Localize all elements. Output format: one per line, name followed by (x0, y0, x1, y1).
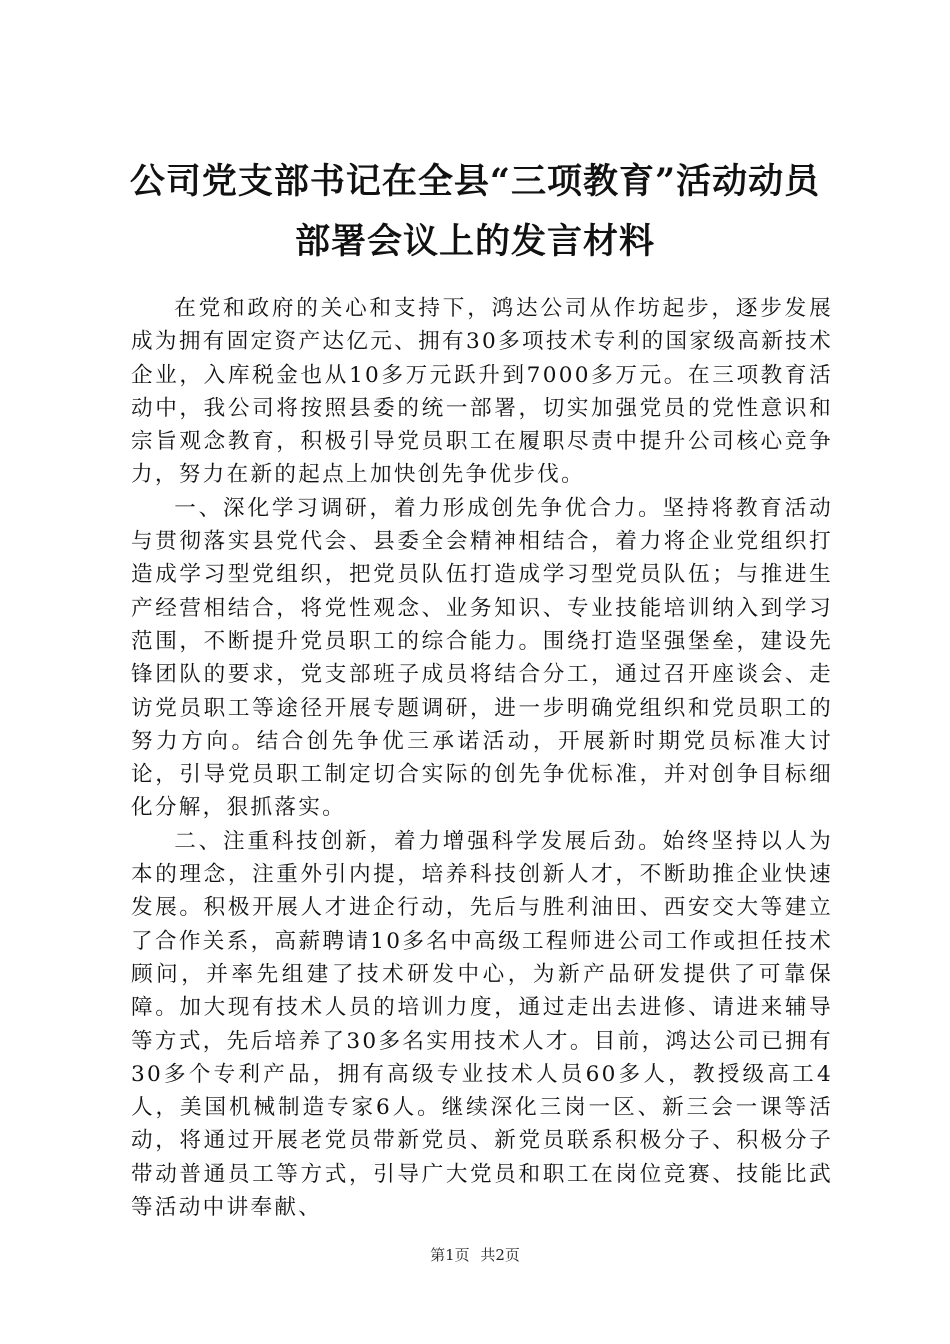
document-title-line-2: 部署会议上的发言材料 (294, 221, 655, 262)
page-number: 第1页 (430, 1246, 470, 1264)
page-footer (0, 1245, 950, 1265)
paragraph-intro: 在党和政府的关心和支持下，鸿达公司从作坊起步，逐步发展成为拥有固定资产达亿元、拥有30多项技术专利的国家级高新技术企业，入库税金也从10多万元跃升到7000多万元。在三项教育活动中，我公司将按照县委的统一部署，切实加强党员的党性意识和宗旨观念教育，积极引导党员职工在履职尽责中提升公司核心竞争力，努力在新的起点上加快创先争优步伐。 (131, 296, 833, 488)
document-body (131, 292, 833, 1224)
paragraph-section-1: 一、深化学习调研，着力形成创先争优合力。坚持将教育活动与贯彻落实县党代会、县委全会精神相结合，着力将企业党组织打造成学习型党组织，把党员队伍打造成学习型党员队伍；与推进生产经营相结合，将党性观念、业务知识、专业技能培训纳入到学习范围，不断提升党员职工的综合能力。围绕打造坚强堡垒，建设先锋团队的要求，党支部班子成员将结合分工，通过召开座谈会、走访党员职工等途径开展专题调研，进一步明确党组织和党员职工的努力方向。结合创先争优三承诺活动，开展新时期党员标准大讨论，引导党员职工制定切合实际的创先争优标准，并对创争目标细化分解，狠抓落实。 (131, 495, 833, 821)
page-total: 共2页 (480, 1246, 520, 1264)
document-title-line-1: 公司党支部书记在全县“三项教育”活动动员 (129, 161, 821, 202)
paragraph-section-2: 二、注重科技创新，着力增强科学发展后劲。始终坚持以人为本的理念，注重外引内提，培养科技创新人才，不断助推企业快速发展。积极开展人才进企行动，先后与胜利油田、西安交大等建立了合作关系，高薪聘请10多名中高级工程师进公司工作或担任技术顾问，并率先组建了技术研发中心，为新产品研发提供了可靠保障。加大现有技术人员的培训力度，通过走出去进修、请进来辅导等方式，先后培养了30多名实用技术人才。目前，鸿达公司已拥有30多个专利产品，拥有高级专业技术人员60多人，教授级高工4人，美国机械制造专家6人。继续深化三岗一区、新三会一课等活动，将通过开展老党员带新党员、新党员联系积极分子、积极分子带动普通员工等方式，引导广大党员和职工在岗位竞赛、技能比武等活动中讲奉献、 (131, 828, 833, 1221)
